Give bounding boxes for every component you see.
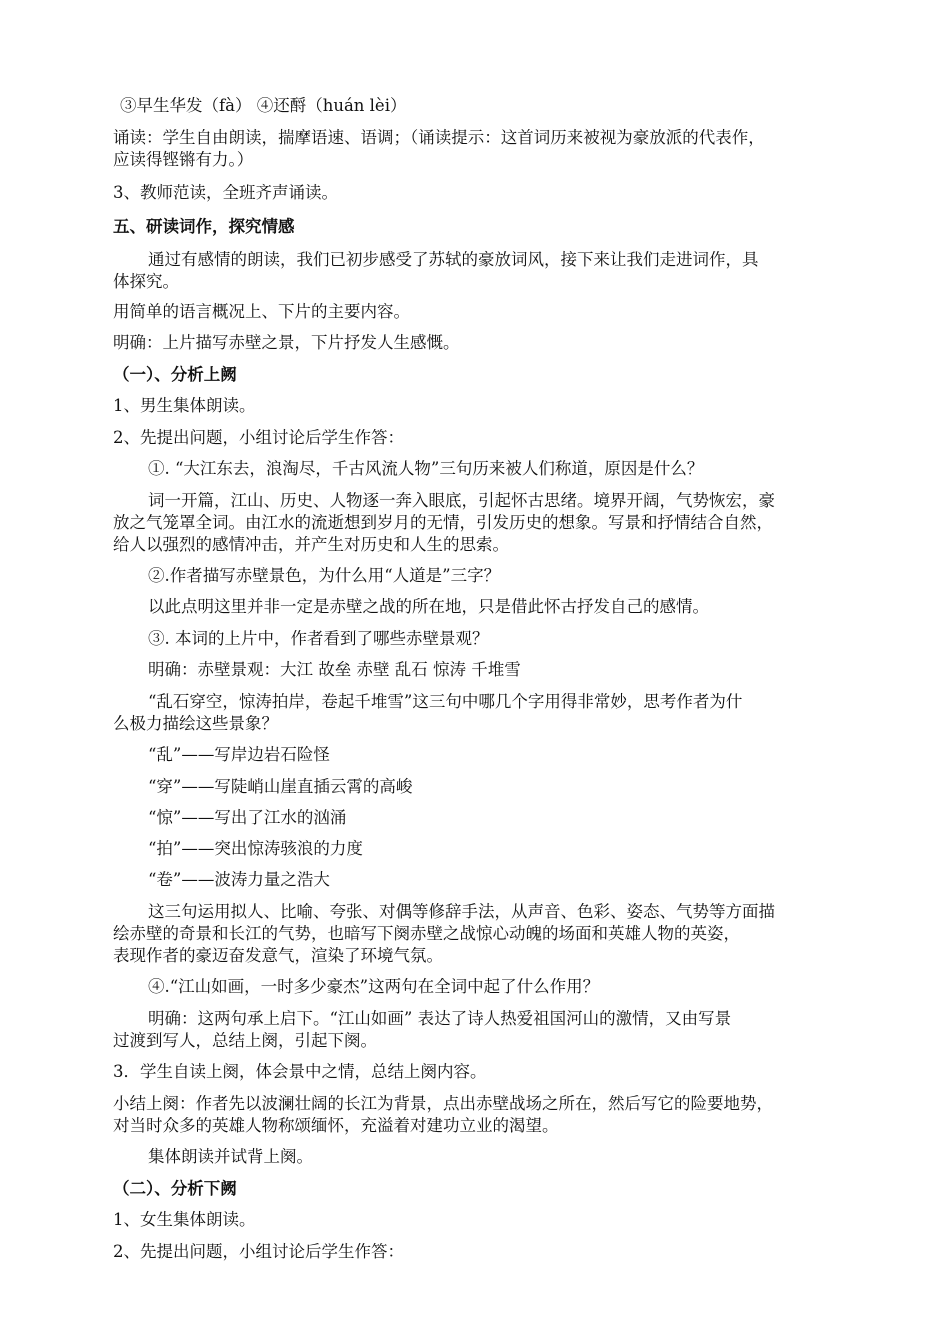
rhetoric-paragraph-line-2: 绘赤壁的奇景和长江的气势，也暗写下阕赤壁之战惊心动魄的场面和英雄人物的英姿， xyxy=(113,924,740,943)
step-self-reading: 3．学生自读上阕，体会景中之情，总结上阕内容。 xyxy=(113,1062,487,1081)
phrase-question-line-2: 么极力描绘这些景象？ xyxy=(113,714,278,733)
summary-answer: 明确：上片描写赤壁之景，下片抒发人生感慨。 xyxy=(113,333,460,352)
word-analysis-chuan: “穿”——写陡峭山崖直插云霄的高峻 xyxy=(148,777,413,796)
answer-4-line-2: 过渡到写人，总结上阕，引起下阕。 xyxy=(113,1031,377,1050)
question-4: ④.“江山如画，一时多少豪杰”这两句在全词中起了什么作用？ xyxy=(148,977,600,996)
pronunciation-notes: ③早生华发（fà） ④还酹（huán lèi） xyxy=(120,96,407,115)
group-recitation: 集体朗读并试背上阕。 xyxy=(148,1147,313,1166)
answer-1-line-1: 词一开篇，江山、历史、人物逐一奔入眼底，引起怀古思绪。境界开阔，气势恢宏，豪 xyxy=(148,491,775,510)
answer-1-line-2: 放之气笼罩全词。由江水的流逝想到岁月的无情，引发历史的想象。写景和抒情结合自然， xyxy=(113,513,773,532)
answer-2: 以此点明这里并非一定是赤壁之战的所在地，只是借此怀古抒发自己的感情。 xyxy=(148,597,709,616)
rhetoric-paragraph-line-1: 这三句运用拟人、比喻、夸张、对偶等修辞手法，从声音、色彩、姿态、气势等方面描 xyxy=(148,902,775,921)
step-girls-reading: 1、女生集体朗读。 xyxy=(113,1210,256,1229)
step-boys-reading: 1、男生集体朗读。 xyxy=(113,396,256,415)
subsection-heading-1: （一）、分析上阙 xyxy=(113,365,237,384)
answer-3: 明确：赤壁景观：大江 故垒 赤壁 乱石 惊涛 千堆雪 xyxy=(148,660,521,679)
recitation-instruction-cont: 应读得铿锵有力。） xyxy=(113,150,254,169)
rhetoric-paragraph-line-3: 表现作者的豪迈奋发意气，渲染了环境气氛。 xyxy=(113,946,443,965)
summary-task: 用简单的语言概况上、下片的主要内容。 xyxy=(113,302,410,321)
summary-upper-line-2: 对当时众多的英雄人物称颂缅怀，充溢着对建功立业的渴望。 xyxy=(113,1116,559,1135)
answer-4-line-1: 明确：这两句承上启下。“江山如画” 表达了诗人热爱祖国河山的激情，又由写景 xyxy=(148,1009,732,1028)
question-3: ③. 本词的上片中，作者看到了哪些赤壁景观？ xyxy=(148,629,489,648)
answer-1-line-3: 给人以强烈的感情冲击，并产生对历史和人生的思索。 xyxy=(113,535,509,554)
intro-paragraph: 通过有感情的朗读，我们已初步感受了苏轼的豪放词风，接下来让我们走进词作，具 xyxy=(148,250,759,269)
intro-paragraph-cont: 体探究。 xyxy=(113,272,179,291)
word-analysis-pai: “拍”——突出惊涛骇浪的力度 xyxy=(148,839,363,858)
question-2: ②.作者描写赤壁景色，为什么用“人道是”三字？ xyxy=(148,566,501,585)
section-heading-5: 五、研读词作，探究情感 xyxy=(113,217,295,236)
step-questions-2: 2、先提出问题，小组讨论后学生作答： xyxy=(113,1242,404,1261)
word-analysis-jing: “惊”——写出了江水的汹涌 xyxy=(148,808,347,827)
word-analysis-luan: “乱”——写岸边岩石险怪 xyxy=(148,745,330,764)
question-1: ①. “大江东去，浪淘尽，千古风流人物”三句历来被人们称道，原因是什么？ xyxy=(148,459,704,478)
word-analysis-juan: “卷”——波涛力量之浩大 xyxy=(148,870,330,889)
phrase-question-line-1: “乱石穿空，惊涛拍岸，卷起千堆雪”这三句中哪几个字用得非常妙，思考作者为什 xyxy=(148,692,743,711)
teacher-reading-step: 3、教师范读，全班齐声诵读。 xyxy=(113,183,338,202)
step-questions: 2、先提出问题，小组讨论后学生作答： xyxy=(113,428,404,447)
recitation-instruction: 诵读：学生自由朗读，揣摩语速、语调；（诵读提示：这首词历来被视为豪放派的代表作， xyxy=(113,128,765,147)
subsection-heading-2: （二）、分析下阙 xyxy=(113,1179,237,1198)
summary-upper-line-1: 小结上阕：作者先以波澜壮阔的长江为背景，点出赤壁战场之所在，然后写它的险要地势， xyxy=(113,1094,773,1113)
